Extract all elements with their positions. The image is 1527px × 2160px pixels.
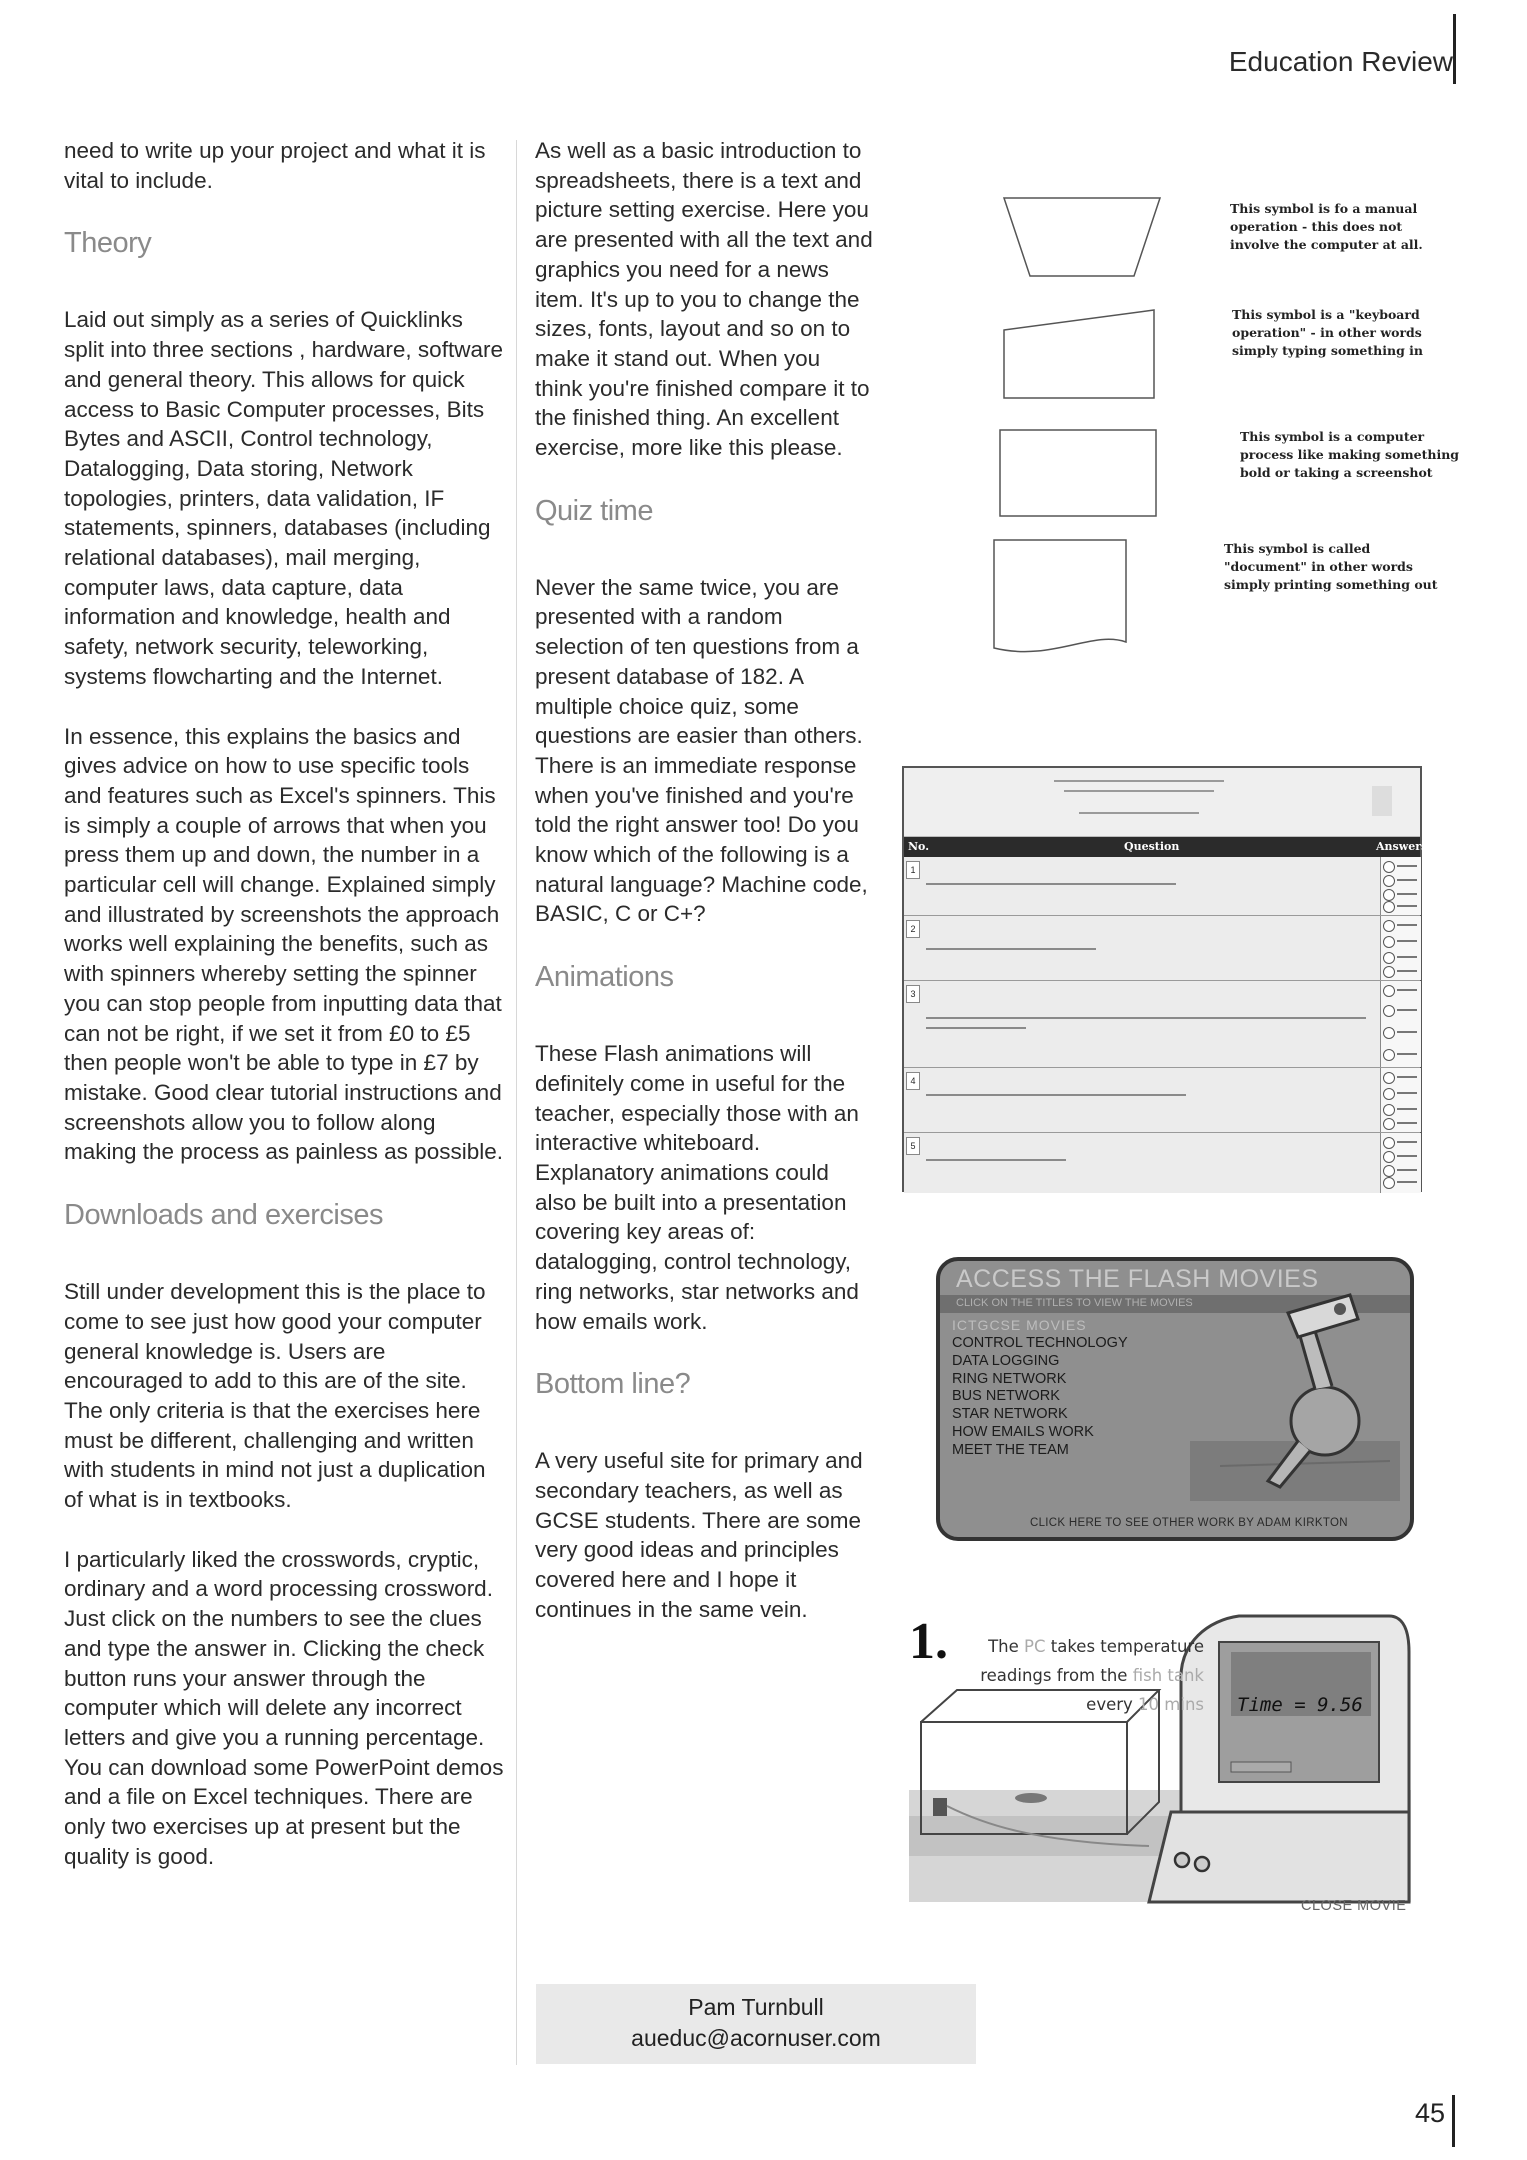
downloads-paragraph-2: I particularly liked the crosswords, cryptic, ordinary and a word processing crossword. Just click on the numbers to see the clues and type the answer in. Clicking the check button runs your answer through the computer which will delete any incorrect letters and give you a running percentage. You can download some PowerPoint demos and a file on Excel techniques. There are only two exercises up at present but the quality is good. (64, 1546, 504, 1869)
col1-intro: need to write up your project and what it is vital to include. (64, 138, 486, 193)
quiz-question-text (926, 1094, 1186, 1096)
quiz-question-text (926, 1159, 1066, 1161)
heading-theory: Theory (64, 227, 152, 260)
answer-radio (1383, 1177, 1395, 1189)
heading-quiz: Quiz time (535, 494, 653, 527)
flash-subtitle: CLICK ON THE TITLES TO VIEW THE MOVIES (956, 1297, 1193, 1309)
answer-radio (1383, 966, 1395, 978)
answer-radio (1383, 1005, 1395, 1017)
col2-intro: As well as a basic introduction to spreadsheets, there is a text and picture setting exercise. Here you are presented with all the text and graphics you need for a news item. It's up to you to change the sizes, fonts, layout and so on to make it stand out. When you think you're finished compare it to the finished thing. An excellent exercise, more like this please. (535, 138, 873, 461)
quiz-row-number: 4 (906, 1072, 920, 1090)
quiz-row-number: 3 (906, 985, 920, 1003)
movie-link-ring-network[interactable]: RING NETWORK (952, 1370, 1067, 1387)
answer-text (1397, 865, 1417, 867)
quiz-answer-options (1380, 981, 1421, 1067)
animations-paragraph: These Flash animations will definitely come in useful for the teacher, especially those with an interactive whiteboard. Explanatory animations could also be built into a presentation covering key areas of: datalogging, control technology, ring networks, star networks and how emails work. (535, 1041, 859, 1334)
caption-part: The (988, 1637, 1025, 1656)
answer-text (1397, 924, 1417, 926)
robot-arm-illustration (1190, 1291, 1400, 1501)
answer-text (1397, 940, 1417, 942)
quiz-col-no: No. (908, 840, 930, 853)
quiz-instruction-line (1064, 790, 1214, 792)
legend-keyboard: This symbol is a "keyboard operation" - in other words simply typing something in (1232, 307, 1424, 358)
answer-radio (1383, 861, 1395, 873)
flash-footer-link[interactable]: CLICK HERE TO SEE OTHER WORK BY ADAM KIRKTON (1030, 1517, 1348, 1529)
answer-text (1397, 1076, 1417, 1078)
answer-radio (1383, 1088, 1395, 1100)
quiz-row-number: 5 (906, 1137, 920, 1155)
flash-title: ACCESS THE FLASH MOVIES (956, 1265, 1319, 1293)
quiz-row-number: 2 (906, 920, 920, 938)
answer-text (1397, 1092, 1417, 1094)
answer-radio (1383, 1072, 1395, 1084)
answer-radio (1383, 875, 1395, 887)
answer-text (1397, 1181, 1417, 1183)
quiz-row-number: 1 (906, 861, 920, 879)
animation-screenshot (909, 1602, 1411, 1902)
document-symbol (992, 538, 1128, 656)
movie-link-how-emails-work[interactable]: HOW EMAILS WORK (952, 1423, 1094, 1440)
animation-step-number: 1. (909, 1613, 948, 1670)
quiz-row (904, 981, 1420, 1068)
theory-paragraph-1: Laid out simply as a series of Quicklinks split into three sections , hardware, software and general theory. This allows for quick access to Basic Computer processes, Bits Bytes and ASCII, Control technology, Datalogging, Data storing, Network topologies, printers, data validation, IF statements, spinners, databases (including relational databases), mail merging, computer laws, data capture, data information and knowledge, health and safety, network security, teleworking, systems flowcharting and the Internet. (64, 307, 503, 689)
quiz-header-row (904, 837, 1428, 857)
movie-link-meet-the-team[interactable]: MEET THE TEAM (952, 1441, 1069, 1458)
answer-text (1397, 1053, 1417, 1055)
monitor-time-readout: Time = 9.56 (1237, 1694, 1363, 1716)
answer-text (1397, 1122, 1417, 1124)
quiz-instruction-line (1079, 812, 1199, 814)
quiz-instruction-line (1054, 780, 1224, 782)
close-movie-button[interactable]: CLOSE MOVIE (1301, 1898, 1407, 1914)
legend-process: This symbol is a computer process like making something bold or taking a screenshot (1240, 429, 1460, 480)
quiz-row (904, 916, 1420, 981)
theory-paragraph-2: In essence, this explains the basics and gives advice on how to use specific tools and features such as Excel's spinners. This is simply a couple of arrows that when you press them up and down, the number in a particular cell will change. Explained simply and illustrated by screenshots the approach works well explaining the benefits, such as with spinners whereby setting the spinner you can stop people from inputting data that can not be right, if we set it from £0 to £5 then people won't be able to type in £7 by mistake. Good clear tutorial instructions and screenshots allow you to follow along making the process as painless as possible. (64, 723, 503, 1165)
flash-section-title: ICTGCSE MOVIES (952, 1317, 1087, 1333)
page-number: 45 (1414, 2098, 1445, 2128)
quiz-instructions (904, 768, 1420, 837)
answer-radio (1383, 920, 1395, 932)
answer-text (1397, 1108, 1417, 1110)
quiz-row (904, 1068, 1420, 1133)
caption-part: takes temperature readings from the (980, 1637, 1204, 1685)
answer-text (1397, 1031, 1417, 1033)
quiz-answer-options (1380, 916, 1421, 980)
movie-link-data-logging[interactable]: DATA LOGGING (952, 1352, 1060, 1369)
quiz-row (904, 857, 1420, 916)
answer-text (1397, 893, 1417, 895)
answer-radio (1383, 1027, 1395, 1039)
quiz-answer-options (1380, 857, 1421, 915)
legend-document: This symbol is called "document" in other words simply printing something out (1224, 541, 1438, 592)
movie-link-control-technology[interactable]: CONTROL TECHNOLOGY (952, 1335, 1128, 1351)
answer-text (1397, 1155, 1417, 1157)
quiz-question-text (926, 883, 1176, 885)
flash-movie-menu (952, 1335, 1128, 1460)
flash-movies-screenshot (936, 1257, 1414, 1541)
movie-link-bus-network[interactable]: BUS NETWORK (952, 1388, 1060, 1405)
answer-radio (1383, 901, 1395, 913)
caption-highlight-fish-tank: fish tank (1132, 1666, 1204, 1685)
answer-radio (1383, 889, 1395, 901)
caption-highlight-interval: 10 mins (1138, 1695, 1204, 1714)
manual-operation-symbol (1002, 196, 1162, 280)
quiz-paragraph: Never the same twice, you are presented with a random selection of ten questions from a present database of 182. A multiple choice quiz, some questions are easier than others. There is an immediate response when you've finished and you're told the right answer too! Do you know which of the following is a natural language? Machine code, BASIC, C or C+? (535, 574, 868, 927)
quiz-screenshot (902, 766, 1428, 1192)
answer-radio (1383, 985, 1395, 997)
quiz-col-answers: Answers (1376, 840, 1428, 853)
quiz-change-button (1372, 786, 1392, 816)
process-symbol (998, 428, 1160, 520)
quiz-question-text (926, 1027, 1026, 1029)
answer-text (1397, 1169, 1417, 1171)
answer-text (1397, 956, 1417, 958)
heading-animations: Animations (535, 961, 674, 994)
caption-highlight-pc: PC (1024, 1637, 1046, 1656)
answer-radio (1383, 952, 1395, 964)
quiz-answer-options (1380, 1068, 1421, 1132)
animation-caption (929, 1632, 1204, 1719)
column-middle (535, 136, 873, 1654)
heading-bottom-line: Bottom line? (535, 1368, 691, 1401)
answer-text (1397, 989, 1417, 991)
page-number-rule (1452, 2095, 1455, 2147)
quiz-question-text (926, 1017, 1366, 1019)
answer-text (1397, 879, 1417, 881)
column-left (64, 136, 506, 1901)
quiz-row (904, 1133, 1420, 1193)
author-email: aueduc@acornuser.com (631, 2025, 881, 2051)
answer-text (1397, 1009, 1417, 1011)
answer-text (1397, 970, 1417, 972)
answer-radio (1383, 1049, 1395, 1061)
quiz-col-question: Question (1124, 840, 1180, 853)
bottom-line-paragraph: A very useful site for primary and secondary teachers, as well as GCSE students. There are some very good ideas and principles covered here and I hope it continues in the same vein. (535, 1448, 863, 1622)
answer-text (1397, 1141, 1417, 1143)
author-name: Pam Turnbull (688, 1994, 824, 2020)
author-box (536, 1984, 976, 2064)
keyboard-operation-symbol (1002, 308, 1158, 400)
answer-radio (1383, 1165, 1395, 1177)
quiz-question-text (926, 948, 1096, 950)
column-divider (516, 140, 517, 2065)
answer-radio (1383, 1137, 1395, 1149)
legend-manual: This symbol is fo a manual operation - this does not involve the computer at all. (1230, 201, 1423, 252)
header-rule (1453, 14, 1456, 84)
quiz-answer-options (1380, 1133, 1421, 1193)
movie-link-star-network[interactable]: STAR NETWORK (952, 1406, 1068, 1423)
answer-radio (1383, 1118, 1395, 1130)
answer-text (1397, 905, 1417, 907)
answer-radio (1383, 1104, 1395, 1116)
caption-part: every (1086, 1695, 1139, 1714)
downloads-paragraph-1: Still under development this is the place to come to see just how good your computer general knowledge is. Users are encouraged to add to this are of the site. The only criteria is that the exercises here must be different, challenging and written with students in mind not just a duplication of what is in textbooks. (64, 1279, 486, 1513)
answer-radio (1383, 936, 1395, 948)
heading-downloads: Downloads and exercises (64, 1199, 383, 1232)
section-header: Education Review (1228, 46, 1453, 77)
answer-radio (1383, 1151, 1395, 1163)
